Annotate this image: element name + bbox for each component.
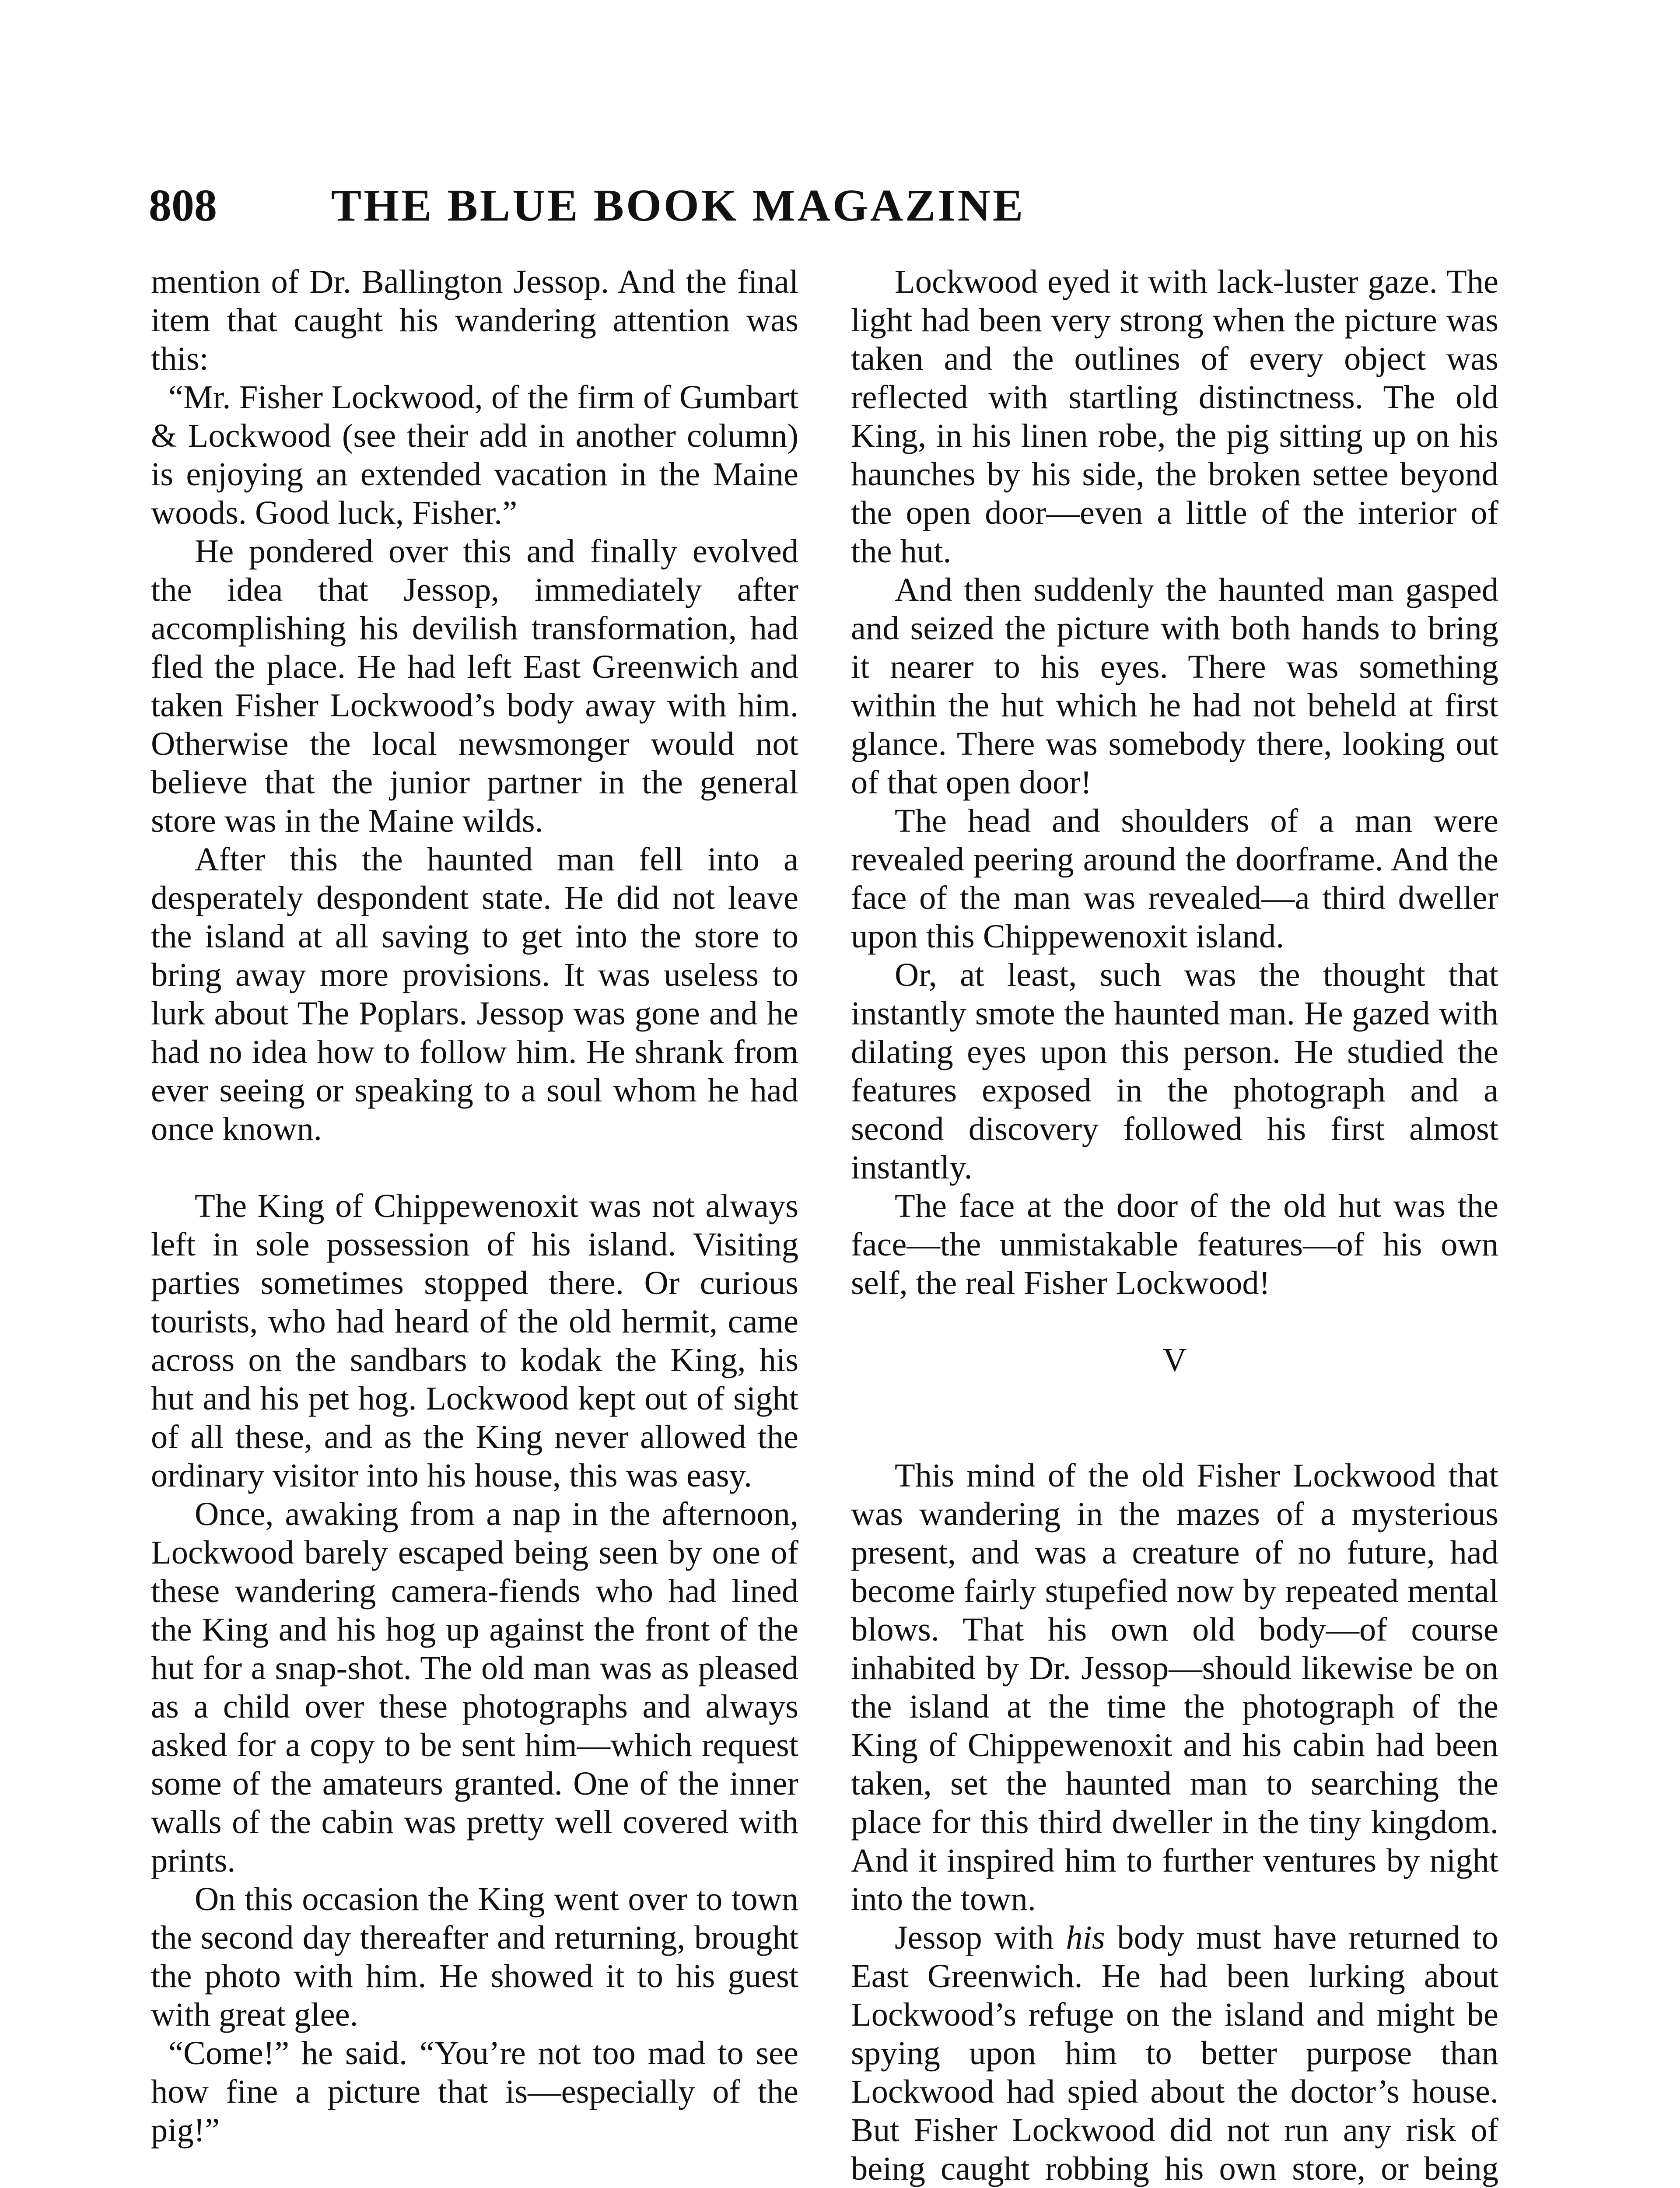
- paragraph: This mind of the old Fisher Lockwood that was wandering in the mazes of a mysterious present, and was a creature of no future, had become fairly stupefied now by repeated mental blows. That his own old body—of course inhabited by Dr. Jessop—should likewise be on the island at the time the photograph of the King of Chippewenoxit and his cabin had been taken, set the haunted man to searching the place for this third dweller in the tiny kingdom. And it inspired him to further ventures by night into the town.: [851, 1457, 1498, 1918]
- section-heading: V: [1162, 1341, 1187, 1378]
- paragraph: “Come!” he said. “You’re not too mad to see how fine a picture that is—especially of the pig!”: [151, 2034, 798, 2149]
- paragraph-rest: body must have returned to East Greenwich. He had been lurking about Lockwood’s refuge on the island and might be spying upon him to better purpose than Lockwood had spied about the doctor’s house. But Fisher Lockwood did not run any risk of being caught robbing his own store, or being: [851, 1919, 1498, 2187]
- paragraph: On this occasion the King went over to town the second day thereafter and returning, brought the photo with him. He showed it to his guest with great glee.: [151, 1880, 798, 2033]
- paragraph: Lockwood eyed it with lack-luster gaze. The light had been very strong when the picture was taken and the outlines of every object was reflected with startling distinctness. The old King, in his linen robe, the pig sitting up on his haunches by his side, the broken settee beyond the open door—even a little of the interior of the hut.: [851, 263, 1498, 570]
- left-column: [151, 263, 798, 2149]
- paragraph: The head and shoulders of a man were revealed peering around the doorframe. And the face of the man was revealed—a third dweller upon this Chippewenoxit island.: [851, 802, 1498, 955]
- emphasis-text: his: [1066, 1919, 1105, 1956]
- paragraph: Once, awaking from a nap in the afternoon, Lockwood barely escaped being seen by one of these wandering camera-fiends who had lined the King and his hog up against the front of the hut for a snap-shot. The old man was as pleased as a child over these photographs and always asked for a copy to be sent him—which request some of the amateurs granted. One of the inner walls of the cabin was pretty well covered with prints.: [151, 1495, 798, 1879]
- paragraph-start: Jessop with: [895, 1919, 1066, 1956]
- paragraph: The King of Chippewenoxit was not always left in sole possession of his island. Visiting parties sometimes stopped there. Or curious tourists, who had heard of the old hermit, came across on the sandbars to kodak the King, his hut and his pet hog. Lockwood kept out of sight of all these, and as the King never allowed the ordinary visitor into his house, this was easy.: [151, 1187, 798, 1494]
- paragraph: And then suddenly the haunted man gasped and seized the picture with both hands to bring it nearer to his eyes. There was something within the hut which he had not beheld at first glance. There was somebody there, looking out of that open door!: [851, 571, 1498, 801]
- quoted-item: “Mr. Fisher Lockwood, of the firm of Gumbart & Lockwood (see their add in another column) is enjoying an extended vacation in the Maine woods. Good luck, Fisher.”: [151, 379, 798, 531]
- page-number: 808: [149, 180, 217, 231]
- paragraph: [851, 1918, 1498, 2188]
- paragraph: He pondered over this and finally evolved the idea that Jessop, immediately after accomplishing his devilish transformation, had fled the place. He had left East Greenwich and taken Fisher Lockwood’s body away with him. Otherwise the local newsmonger would not believe that the junior partner in the general store was in the Maine wilds.: [151, 533, 798, 839]
- page-header: [149, 175, 1208, 236]
- paragraph: After this the haunted man fell into a desperately despondent state. He did not leave the island at all saving to get into the store to bring away more provisions. It was useless to lurk about The Poplars. Jessop was gone and he had no idea how to follow him. He shrank from ever seeing or speaking to a soul whom he had once known.: [151, 841, 798, 1147]
- paragraph: mention of Dr. Ballington Jessop. And the final item that caught his wandering attention was this:: [151, 263, 798, 377]
- paragraph: Or, at least, such was the thought that instantly smote the haunted man. He gazed with dilating eyes upon this person. He studied the features exposed in the photograph and a second discovery followed his first almost instantly.: [851, 956, 1498, 1186]
- right-column: [851, 263, 1498, 2188]
- paragraph: The face at the door of the old hut was the face—the unmistakable features—of his own self, the real Fisher Lockwood!: [851, 1187, 1498, 1301]
- magazine-title: THE BLUE BOOK MAGAZINE: [331, 180, 1026, 231]
